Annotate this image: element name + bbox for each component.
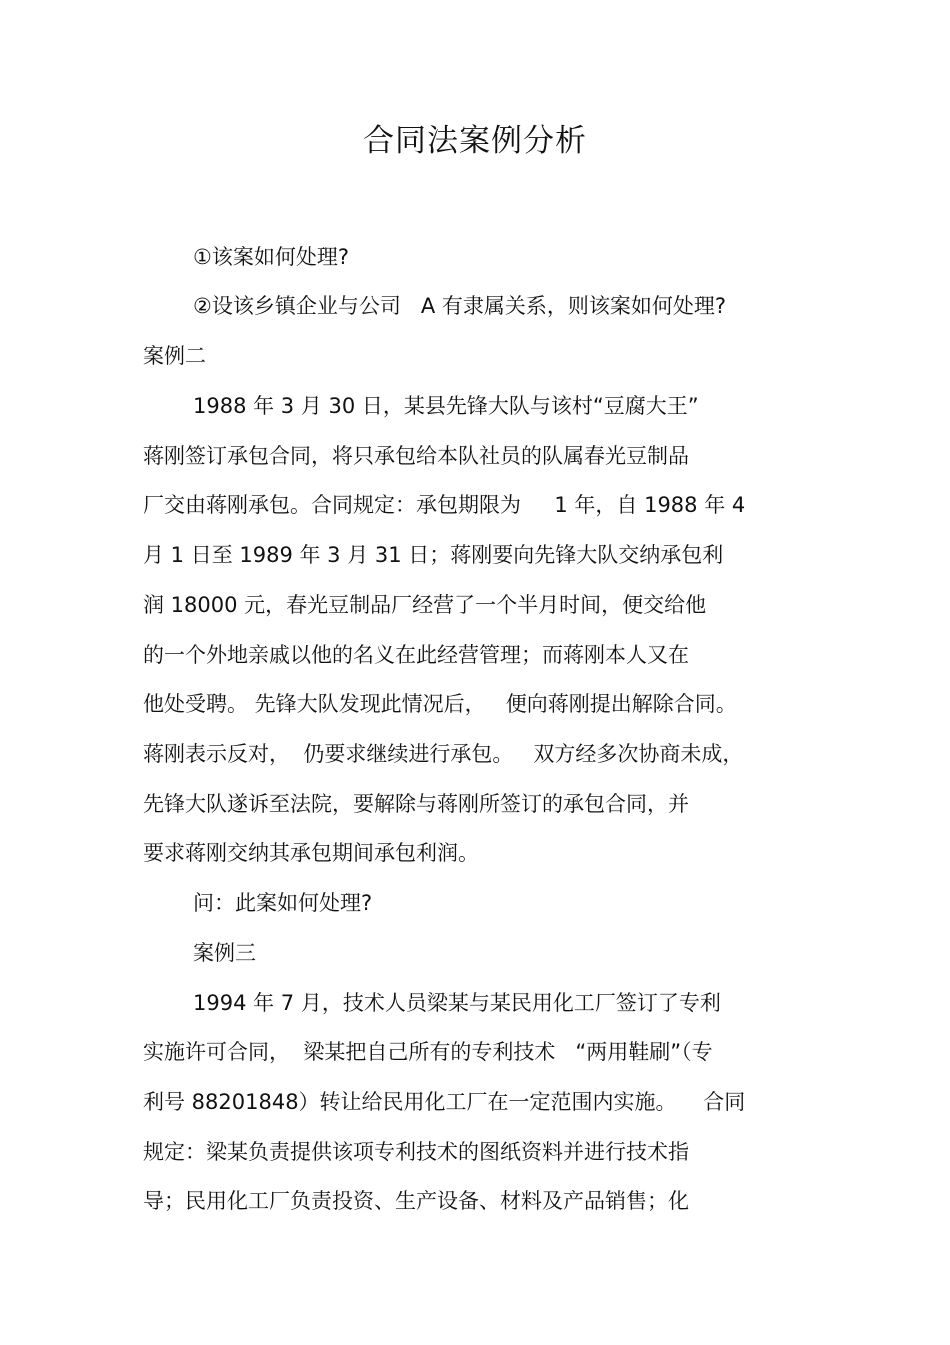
text-line: 先锋大队遂诉至法院，要解除与蒋刚所签订的承包合同，并 bbox=[143, 792, 689, 816]
text-line: 的一个外地亲戚以他的名义在此经营管理；而蒋刚本人又在 bbox=[143, 643, 689, 667]
text-line: 实施许可合同， 梁某把自己所有的专利技术 “两用鞋刷”（专 bbox=[143, 1040, 713, 1064]
text-line: 规定：梁某负责提供该项专利技术的图纸资料并进行技术指 bbox=[143, 1140, 689, 1164]
page-title: 合同法案例分析 bbox=[363, 123, 587, 159]
text-line: 月 1 日至 1989 年 3 月 31 日；蒋刚要向先锋大队交纳承包利 bbox=[143, 543, 724, 567]
section-heading: 案例三 bbox=[193, 941, 256, 965]
text-line: 要求蒋刚交纳其承包期间承包利润。 bbox=[143, 841, 479, 865]
text-line: 导；民用化工厂负责投资、生产设备、材料及产品销售；化 bbox=[143, 1189, 689, 1213]
text-line: 润 18000 元，春光豆制品厂经营了一个半月时间，便交给他 bbox=[143, 593, 707, 617]
text-line: ①该案如何处理? bbox=[193, 245, 349, 269]
text-line: 厂交由蒋刚承包。合同规定：承包期限为 1 年，自 1988 年 4 bbox=[143, 493, 746, 517]
text-line: 利号 88201848）转让给民用化工厂在一定范围内实施。 合同 bbox=[143, 1090, 746, 1114]
text-line: 他处受聘。 先锋大队发现此情况后， 便向蒋刚提出解除合同。 bbox=[143, 692, 737, 716]
text-line: 1988 年 3 月 30 日，某县先锋大队与该村“豆腐大王” bbox=[193, 394, 699, 418]
text-line: 蒋刚签订承包合同，将只承包给本队社员的队属春光豆制品 bbox=[143, 444, 689, 468]
question-line: 问：此案如何处理? bbox=[193, 891, 373, 915]
text-line: 1994 年 7 月，技术人员梁某与某民用化工厂签订了专利 bbox=[193, 991, 721, 1015]
section-heading: 案例二 bbox=[143, 344, 206, 368]
text-line: ②设该乡镇企业与公司 A 有隶属关系，则该案如何处理? bbox=[193, 294, 727, 318]
text-line: 蒋刚表示反对， 仍要求继续进行承包。 双方经多次协商未成， bbox=[143, 742, 744, 766]
